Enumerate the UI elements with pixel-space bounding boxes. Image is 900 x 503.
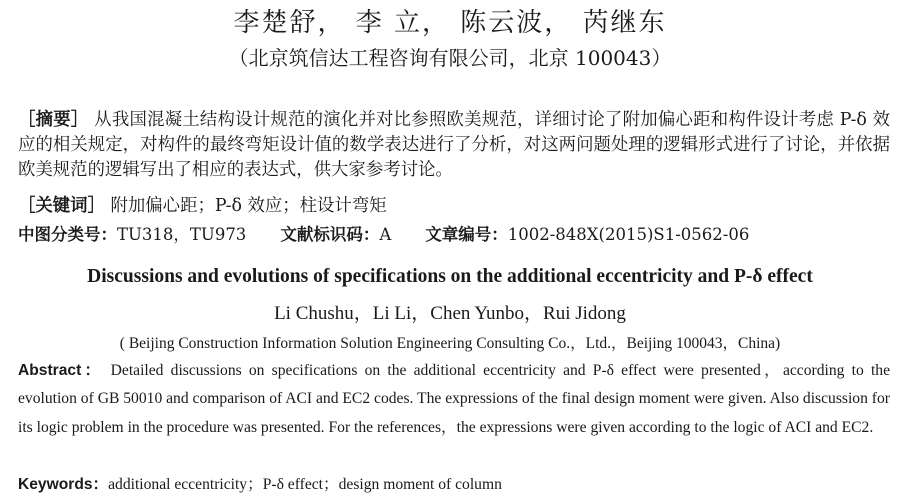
english-abstract-label: Abstract： xyxy=(18,362,104,379)
english-authors: Li Chushu，Li Li，Chen Yunbo，Rui Jidong xyxy=(274,303,626,324)
chinese-keywords xyxy=(18,191,890,216)
doc-code-value: A xyxy=(379,225,392,244)
clc-label: 中图分类号： xyxy=(18,225,117,244)
english-keywords-text: additional eccentricity；P-δ effect；design moment of column xyxy=(108,476,502,493)
chinese-abstract-text: 从我国混凝土结构设计规范的演化并对比参照欧美规范，详细讨论了附加偏心距和构件设计考虑 P-δ 效应的相关规定，对构件的最终弯矩设计值的数学表达进行了分析，对这两问题处理的逻辑形式进行了讨论，并依据欧美规范的逻辑写出了相应的表达式，供大家参考讨论。 xyxy=(18,110,890,180)
chinese-affiliation: （北京筑信达工程咨询有限公司，北京 100043） xyxy=(228,46,672,70)
chinese-keywords-text: 附加偏心距；P-δ 效应；柱设计弯矩 xyxy=(110,196,387,216)
english-keywords xyxy=(18,472,890,494)
chinese-abstract-label: ［摘要］ xyxy=(18,110,89,130)
english-abstract xyxy=(18,357,890,442)
english-title: Discussions and evolutions of specifications on the additional eccentricity and P-δ effect xyxy=(87,266,813,287)
english-keywords-label: Keywords： xyxy=(18,476,109,493)
article-no-value: 1002-848X(2015)S1-0562-06 xyxy=(507,225,750,244)
chinese-authors: 李楚舒， 李 立， 陈云波， 芮继东 xyxy=(233,8,667,38)
doc-code-label: 文献标识码： xyxy=(280,225,380,244)
english-affiliation: ( Beijing Construction Information Solution Engineering Consulting Co.，Ltd.，Beijing 100043，China) xyxy=(119,335,781,352)
chinese-classification-line xyxy=(18,221,890,245)
chinese-keywords-label: ［关键词］ xyxy=(18,196,105,216)
clc-value: TU318，TU973 xyxy=(117,225,247,244)
article-no-label: 文章编号： xyxy=(425,225,508,244)
chinese-abstract xyxy=(18,108,890,183)
english-abstract-text: Detailed discussions on specifications on the additional eccentricity and P-δ effect were presented，according to the evolution of GB 50010 and comparison of ACI and EC2 codes. The expressions of the final design moment were given. Also discussion for its logic problem in the procedure was presented. For the references，the expressions were given according to the logic of ACI and EC2. xyxy=(18,362,890,436)
